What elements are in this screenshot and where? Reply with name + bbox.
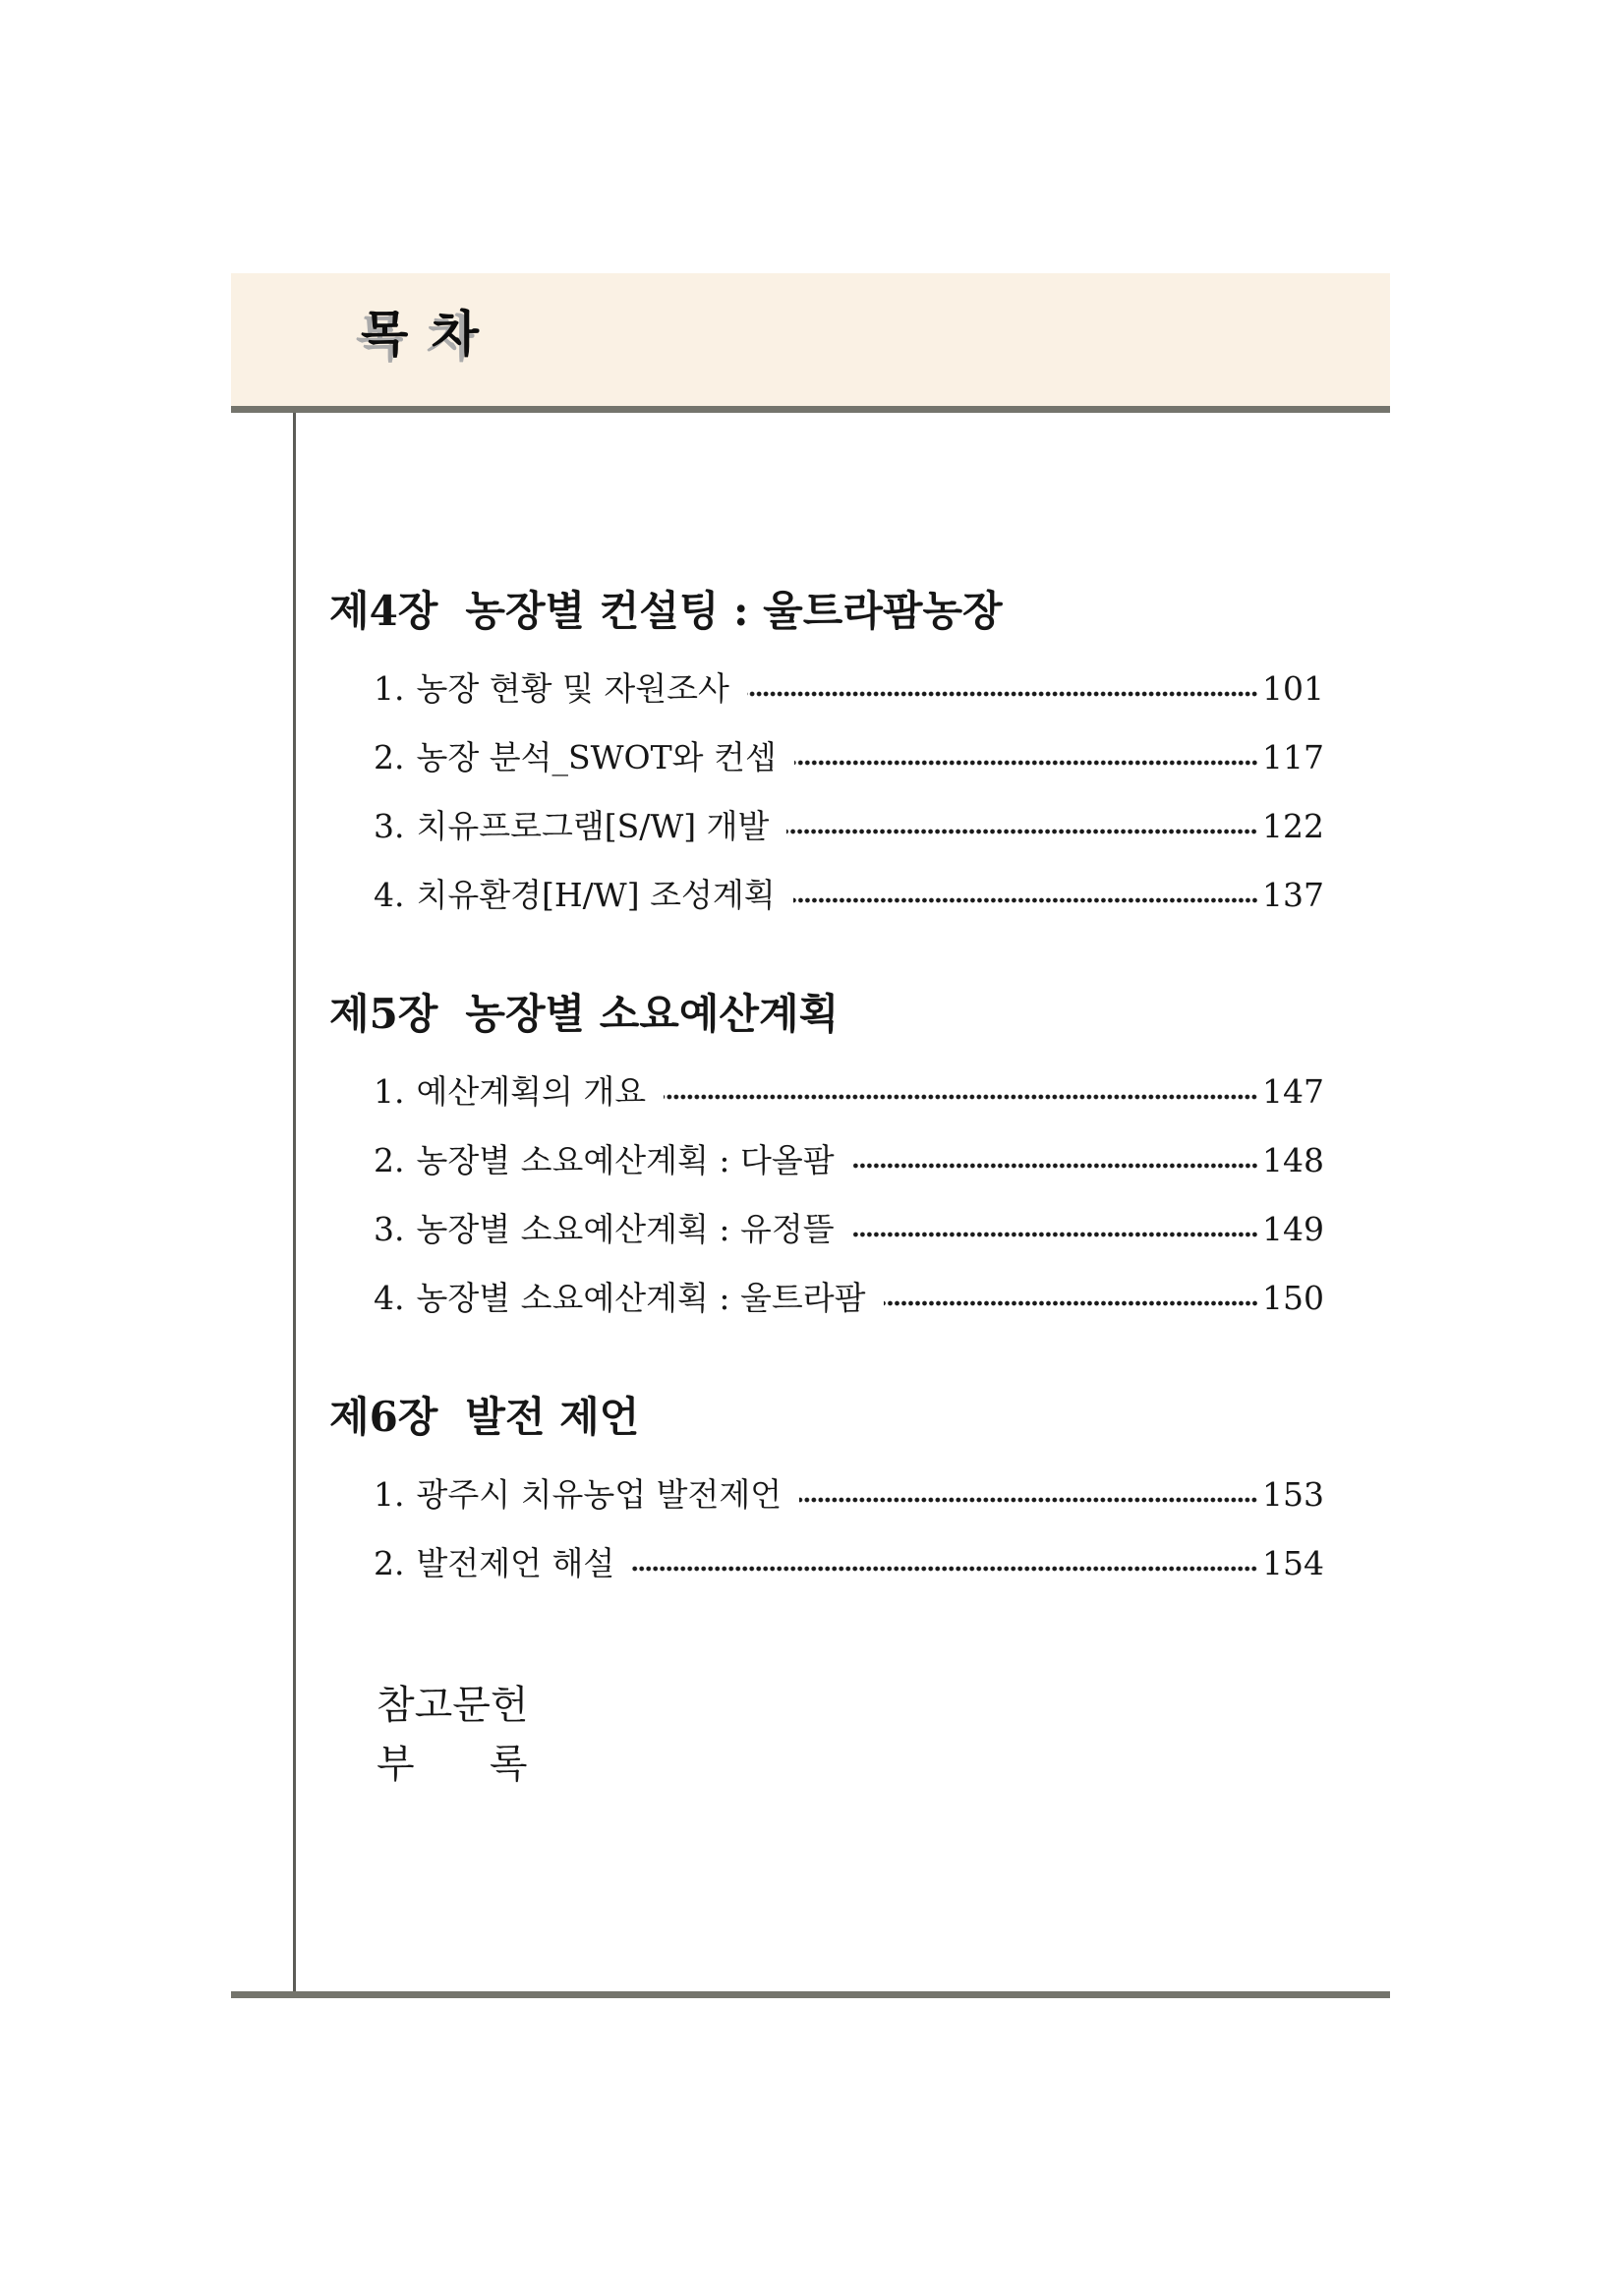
dot-leader (793, 897, 1258, 903)
toc-entry[interactable] (374, 1542, 1324, 1585)
dot-leader (794, 760, 1258, 766)
toc-section-ch4 (329, 585, 1324, 917)
back-matter-appendix[interactable]: 부 록 (377, 1742, 528, 1787)
page-number: 148 (1262, 1141, 1324, 1179)
entry-number: 1. (374, 1475, 405, 1514)
entry-number: 1. (374, 669, 405, 708)
page-number: 150 (1262, 1279, 1324, 1317)
toc-entry[interactable] (374, 736, 1324, 779)
dot-leader (852, 1163, 1258, 1169)
page-number: 122 (1262, 807, 1324, 845)
left-vertical-rule (293, 413, 296, 1991)
chapter-number: 제4장 (329, 587, 438, 635)
entry-number: 3. (374, 807, 405, 845)
page-number: 154 (1262, 1544, 1324, 1582)
dot-leader (799, 1497, 1258, 1503)
back-matter-references[interactable]: 참고문헌 (377, 1683, 529, 1728)
entry-number: 4. (374, 1279, 405, 1317)
back-matter (329, 1676, 1324, 1794)
toc-section-ch6 (329, 1391, 1324, 1585)
page-number: 137 (1262, 876, 1324, 914)
entry-label: 농장별 소요예산계획 : 유정뜰 (416, 1210, 835, 1248)
chapter-title: 농장별 컨설팅 : 울트라팜농장 (465, 587, 1003, 635)
toc-entry[interactable] (374, 1208, 1324, 1251)
toc-entry[interactable] (374, 805, 1324, 848)
toc-body (329, 585, 1324, 1794)
entry-number: 2. (374, 1544, 405, 1582)
toc-item-list (329, 667, 1324, 917)
entry-number: 3. (374, 1210, 405, 1248)
dot-leader (664, 1094, 1258, 1100)
toc-header-banner (231, 273, 1390, 406)
chapter-title: 농장별 소요예산계획 (465, 990, 840, 1038)
entry-label: 치유환경[H/W] 조성계획 (416, 876, 776, 914)
entry-label: 농장 분석_SWOT와 컨셉 (416, 738, 777, 776)
toc-item-list (329, 1473, 1324, 1585)
toc-entry[interactable] (374, 1277, 1324, 1320)
dot-leader (786, 829, 1258, 834)
toc-entry[interactable] (374, 1473, 1324, 1517)
dot-leader (884, 1300, 1258, 1306)
entry-label: 농장 현황 및 자원조사 (416, 669, 729, 708)
page-number: 149 (1262, 1210, 1324, 1248)
page-number: 101 (1262, 669, 1324, 708)
footer-rule (231, 1991, 1390, 1998)
chapter-number: 제5장 (329, 990, 438, 1038)
entry-number: 4. (374, 876, 405, 914)
toc-entry[interactable] (374, 1070, 1324, 1114)
toc-section-ch5 (329, 988, 1324, 1320)
chapter-heading (329, 585, 1324, 638)
toc-entry[interactable] (374, 667, 1324, 711)
toc-entry[interactable] (374, 874, 1324, 917)
dot-leader (632, 1566, 1258, 1572)
entry-label: 광주시 치유농업 발전제언 (416, 1475, 783, 1514)
entry-label: 발전제언 해설 (416, 1544, 615, 1582)
toc-entry[interactable] (374, 1139, 1324, 1182)
entry-label: 예산계획의 개요 (416, 1072, 647, 1111)
entry-number: 1. (374, 1072, 405, 1111)
chapter-number: 제6장 (329, 1393, 438, 1441)
entry-number: 2. (374, 738, 405, 776)
entry-label: 치유프로그램[S/W] 개발 (416, 807, 770, 845)
toc-item-list (329, 1070, 1324, 1320)
dot-leader (852, 1232, 1258, 1237)
entry-number: 2. (374, 1141, 405, 1179)
entry-label: 농장별 소요예산계획 : 울트라팜 (416, 1279, 866, 1317)
chapter-heading (329, 1391, 1324, 1444)
page-title: 목 차 (361, 306, 483, 363)
page-number: 117 (1262, 738, 1324, 776)
entry-label: 농장별 소요예산계획 : 다올팜 (416, 1141, 835, 1179)
page-number: 147 (1262, 1072, 1324, 1111)
page-number: 153 (1262, 1475, 1324, 1514)
chapter-title: 발전 제언 (465, 1393, 640, 1441)
chapter-heading (329, 988, 1324, 1041)
header-rule (231, 406, 1390, 413)
dot-leader (747, 691, 1258, 697)
